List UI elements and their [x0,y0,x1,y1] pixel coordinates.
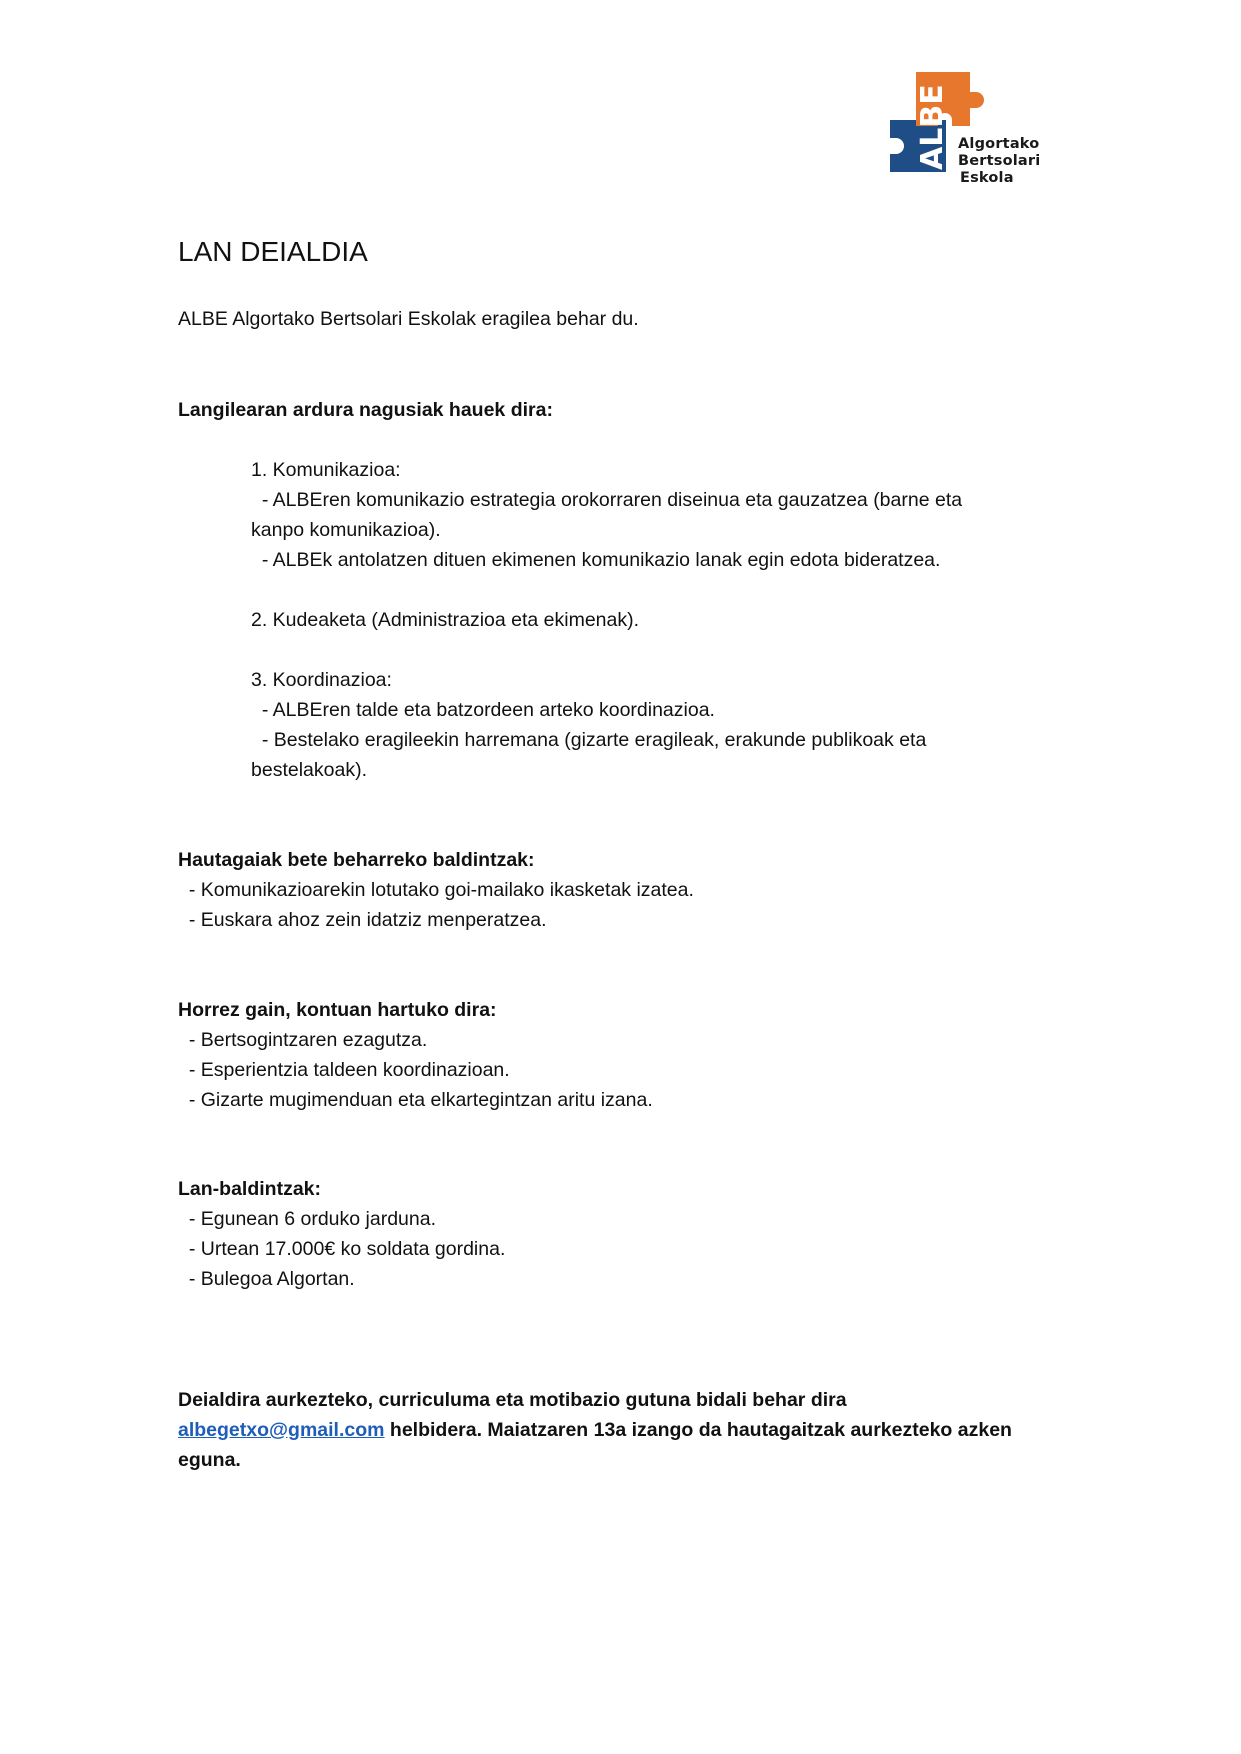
page-title: LAN DEIALDIA [178,236,368,267]
logo-line-2: Bertsolari [958,153,1041,169]
logo-line-3: Eskola [960,170,1014,186]
logo-text [958,136,1040,187]
duty-1-line-3: - ALBEk antolatzen dituen ekimenen komunikazio lanak egin edota bideratzea. [251,549,941,571]
svg-text:ALBE: ALBE [915,84,950,170]
closing-line-1: Deialdira aurkezteko, curriculuma eta motibazio gutuna bidali behar dira [178,1389,847,1411]
requirement-item: - Euskara ahoz zein idatziz menperatzea. [178,909,547,931]
duty-1-line-2: kanpo komunikazioa). [251,519,441,541]
email-link[interactable]: albegetxo@gmail.com [178,1419,385,1441]
condition-item: - Egunean 6 orduko jarduna. [178,1208,437,1230]
valued-item: - Gizarte mugimenduan eta elkartegintzan aritu izana. [178,1089,653,1111]
valued-item: - Esperientzia taldeen koordinazioan. [178,1059,510,1081]
condition-item: - Urtean 17.000€ ko soldata gordina. [178,1238,506,1260]
duty-2-label: 2. Kudeaketa (Administrazioa eta ekimenak). [251,609,640,631]
logo-line-1: Algortako [958,136,1040,152]
duty-3-label: 3. Koordinazioa: [251,669,392,691]
duty-1-line-1: - ALBEren komunikazio estrategia orokorraren diseinua eta gauzatzea (barne eta [251,489,963,511]
duty-3-line-3: bestelakoak). [251,759,367,781]
requirement-item: - Komunikazioarekin lotutako goi-mailako ikasketak izatea. [178,879,694,901]
duty-3-line-1: - ALBEren talde eta batzordeen arteko koordinazioa. [251,699,715,721]
duties-heading: Langilearan ardura nagusiak hauek dira: [178,399,553,421]
duty-1-label: 1. Komunikazioa: [251,459,401,481]
intro-text: ALBE Algortako Bertsolari Eskolak eragilea behar du. [178,308,639,330]
duty-3-line-2: - Bestelako eragileekin harremana (gizarte eragileak, erakunde publikoak eta [251,729,927,751]
albe-logo [890,72,1080,192]
condition-item: - Bulegoa Algortan. [178,1268,355,1290]
closing-line-3: eguna. [178,1449,241,1471]
conditions-heading: Lan-baldintzak: [178,1178,322,1200]
closing-line-2-rest: helbidera. Maiatzaren 13a izango da hautagaitzak aurkezteko azken [384,1419,1012,1441]
requirements-heading: Hautagaiak bete beharreko baldintzak: [178,849,535,871]
valued-heading: Horrez gain, kontuan hartuko dira: [178,999,497,1021]
closing-line-2 [178,1418,1012,1442]
valued-item: - Bertsogintzaren ezagutza. [178,1029,428,1051]
